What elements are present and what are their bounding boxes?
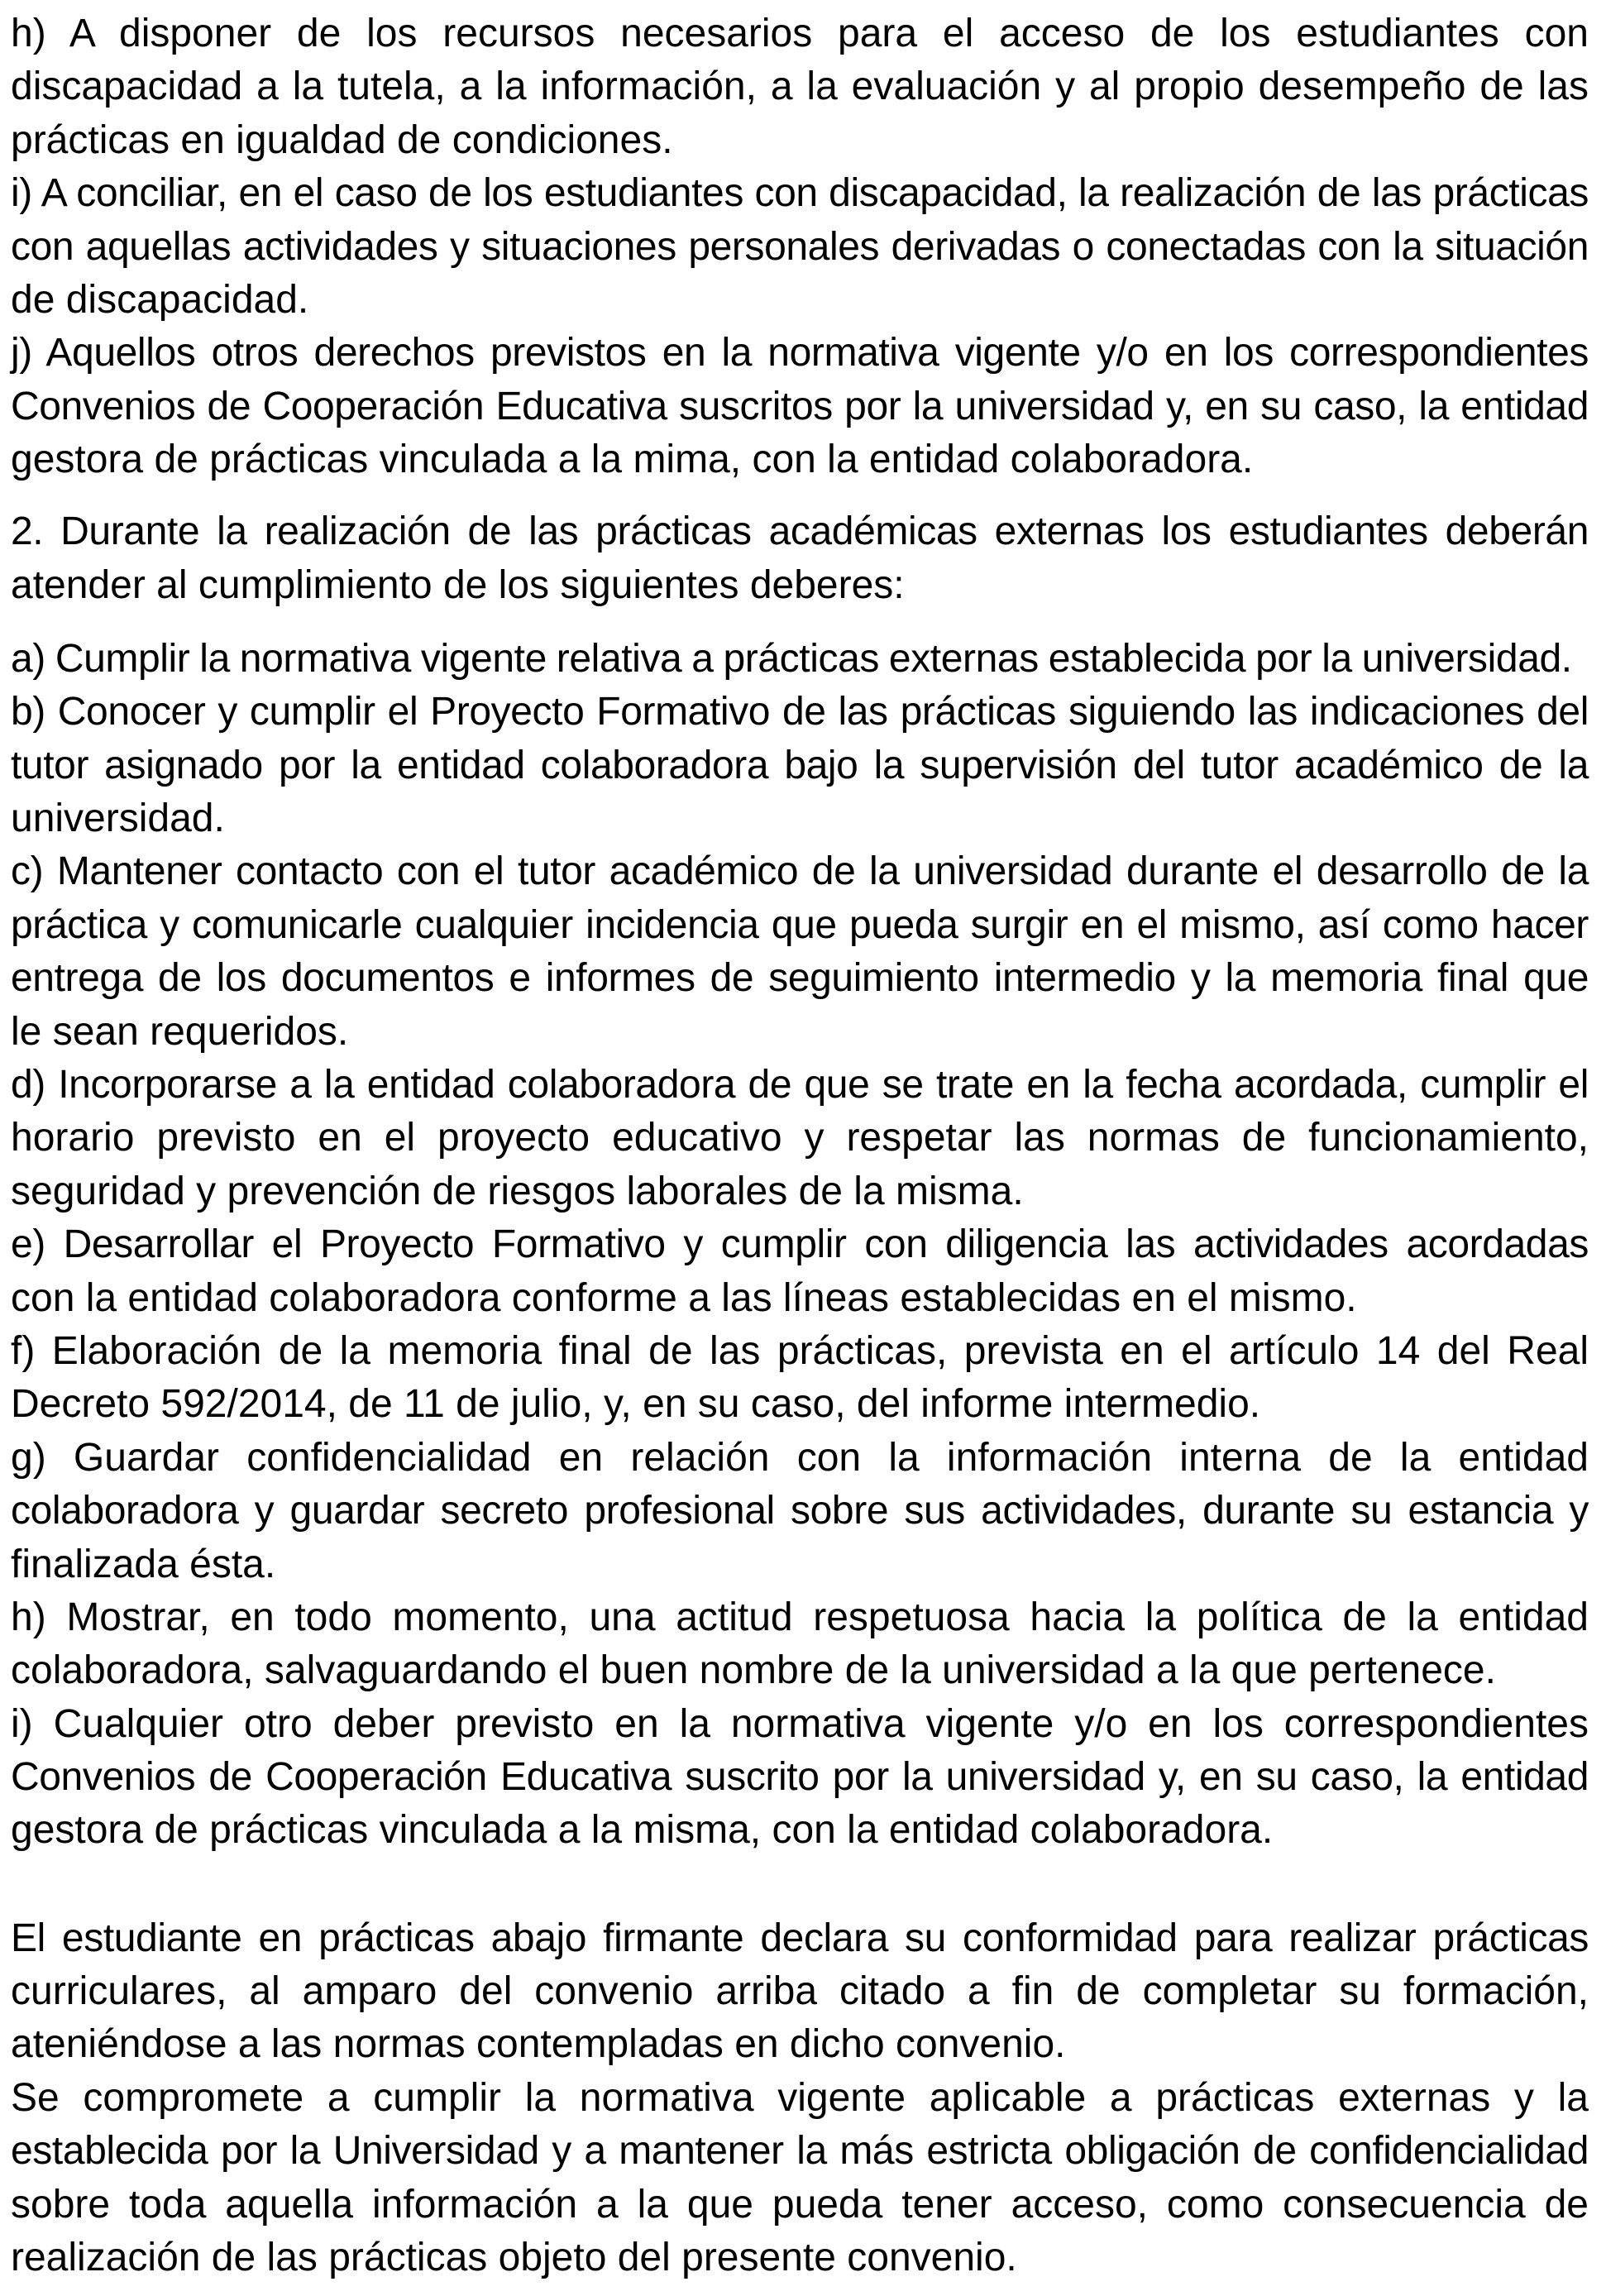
text-line: i) A conciliar, en el caso de los estudiantes con discapacidad, la realización de las prácticas xyxy=(11,171,1589,216)
duty-item-f xyxy=(11,1325,1589,1432)
text-line: atender al cumplimiento de los siguientes deberes: xyxy=(11,562,905,607)
duty-item-a xyxy=(11,633,1589,686)
text-line: entrega de los documentos e informes de seguimiento intermedio y la memoria final que xyxy=(11,956,1589,1001)
duty-item-h xyxy=(11,1591,1589,1698)
duties-list xyxy=(11,633,1589,1858)
text-line: realización de las prácticas objeto del presente convenio. xyxy=(11,2236,1017,2280)
duty-item-b xyxy=(11,686,1589,845)
text-line: con aquellas actividades y situaciones personales derivadas o conectadas con la situación xyxy=(11,224,1589,269)
text-line: Convenios de Cooperación Educativa suscritos por la universidad y, en su caso, la entidad xyxy=(11,384,1589,428)
declaration xyxy=(11,1912,1589,2285)
text-line: 2. Durante la realización de las prácticas académicas externas los estudiantes deberán xyxy=(11,509,1589,554)
text-line: h) Mostrar, en todo momento, una actitud respetuosa hacia la política de la entidad xyxy=(11,1595,1589,1639)
paragraph-gap xyxy=(11,612,1589,633)
text-line: seguridad y prevención de riesgos laborales de la misma. xyxy=(11,1169,1024,1213)
declaration-conformity xyxy=(11,1912,1589,2072)
section-2-intro xyxy=(11,505,1589,612)
text-line: curriculares, al amparo del convenio arriba citado a fin de completar su formación, xyxy=(11,1969,1589,2014)
text-line: Convenios de Cooperación Educativa suscrito por la universidad y, en su caso, la entidad xyxy=(11,1755,1589,1800)
duty-item-g xyxy=(11,1432,1589,1591)
text-line: universidad. xyxy=(11,796,225,841)
text-line: horario previsto en el proyecto educativo y respetar las normas de funcionamiento, xyxy=(11,1116,1589,1160)
declaration-commitment xyxy=(11,2072,1589,2285)
right-item-j xyxy=(11,327,1589,486)
paragraph-gap xyxy=(11,1858,1589,1912)
text-line: finalizada ésta. xyxy=(11,1542,276,1586)
text-line: h) A disponer de los recursos necesarios para el acceso de los estudiantes con xyxy=(11,12,1589,55)
text-line: establecida por la Universidad y a mantener la más estricta obligación de confidencialidad xyxy=(11,2129,1589,2174)
text-line: d) Incorporarse a la entidad colaboradora de que se trate en la fecha acordada, cumplir el xyxy=(11,1063,1589,1107)
rights-list xyxy=(11,7,1589,487)
text-line: práctica y comunicarle cualquier incidencia que pueda surgir en el mismo, así como hacer xyxy=(11,902,1589,947)
text-line: Se compromete a cumplir la normativa vigente aplicable a prácticas externas y la xyxy=(11,2075,1589,2120)
duty-item-i xyxy=(11,1698,1589,1858)
duty-item-e xyxy=(11,1218,1589,1325)
text-line: sobre toda aquella información a la que pueda tener acceso, como consecuencia de xyxy=(11,2182,1589,2227)
text-line: f) Elaboración de la memoria final de las prácticas, prevista en el artículo 14 del Real xyxy=(11,1328,1589,1373)
duty-item-c xyxy=(11,845,1589,1059)
text-line: de discapacidad. xyxy=(11,277,309,322)
duty-item-d xyxy=(11,1059,1589,1218)
paragraph-gap xyxy=(11,487,1589,506)
text-line: El estudiante en prácticas abajo firmante declara su conformidad para realizar prácticas xyxy=(11,1916,1589,1960)
text-line: le sean requeridos. xyxy=(11,1009,349,1054)
text-line: i) Cualquier otro deber previsto en la normativa vigente y/o en los correspondientes xyxy=(11,1701,1589,1746)
document-page xyxy=(11,7,1589,2284)
text-line: e) Desarrollar el Proyecto Formativo y cumplir con diligencia las actividades acordadas xyxy=(11,1222,1589,1267)
text-line: ateniéndose a las normas contempladas en dicho convenio. xyxy=(11,2022,1066,2067)
text-line: g) Guardar confidencialidad en relación con la información interna de la entidad xyxy=(11,1435,1589,1480)
text-line: prácticas en igualdad de condiciones. xyxy=(11,117,673,162)
text-line: gestora de prácticas vinculada a la mima, con la entidad colaboradora. xyxy=(11,438,1254,482)
text-line: Decreto 592/2014, de 11 de julio, y, en su caso, del informe intermedio. xyxy=(11,1382,1261,1427)
text-line: a) Cumplir la normativa vigente relativa a prácticas externas establecida por la universidad. xyxy=(11,636,1572,681)
text-line: gestora de prácticas vinculada a la misma, con la entidad colaboradora. xyxy=(11,1808,1274,1853)
right-item-i xyxy=(11,167,1589,327)
text-line: tutor asignado por la entidad colaboradora bajo la supervisión del tutor académico de la xyxy=(11,743,1589,787)
text-line: j) Aquellos otros derechos previstos en la normativa vigente y/o en los correspondientes xyxy=(11,331,1589,375)
text-line: con la entidad colaboradora conforme a las líneas establecidas en el mismo. xyxy=(11,1275,1357,1320)
text-line: colaboradora, salvaguardando el buen nombre de la universidad a la que pertenece. xyxy=(11,1648,1496,1693)
text-line: discapacidad a la tutela, a la información, a la evaluación y al propio desempeño de las xyxy=(11,65,1589,109)
right-item-h xyxy=(11,7,1589,167)
text-line: colaboradora y guardar secreto profesional sobre sus actividades, durante su estancia y xyxy=(11,1489,1589,1533)
text-line: b) Conocer y cumplir el Proyecto Formativo de las prácticas siguiendo las indicaciones del xyxy=(11,690,1589,734)
text-line: c) Mantener contacto con el tutor académico de la universidad durante el desarrollo de la xyxy=(11,849,1589,894)
